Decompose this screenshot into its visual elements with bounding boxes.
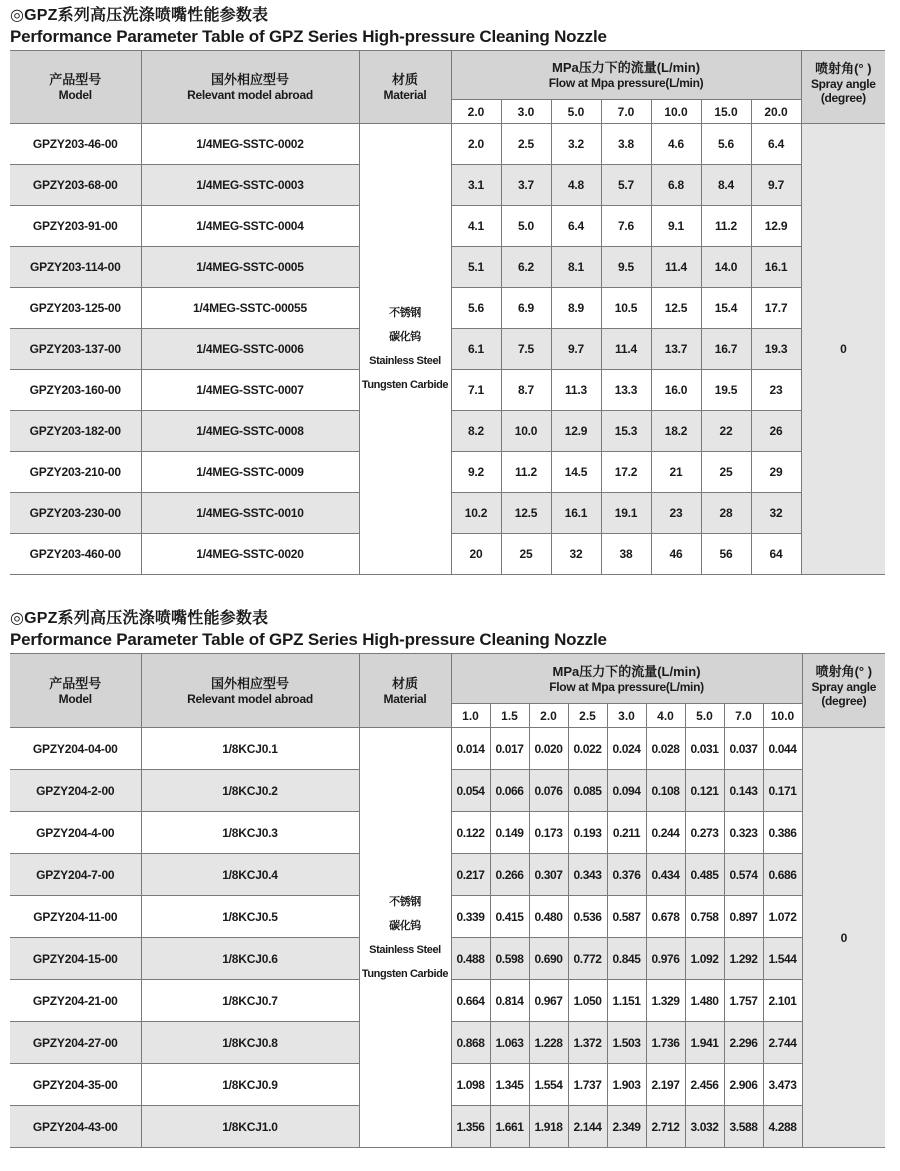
pressure-header: 10.0 [763,704,802,728]
flow-value-cell: 0.273 [685,812,724,854]
flow-value-cell: 0.587 [607,896,646,938]
flow-value-cell: 1.356 [451,1106,490,1148]
flow-value-cell: 7.5 [501,329,551,370]
flow-value-cell: 16.1 [551,493,601,534]
flow-value-cell: 2.349 [607,1106,646,1148]
header-model: 产品型号 Model [10,654,141,728]
flow-value-cell: 26 [751,411,801,452]
flow-value-cell: 3.7 [501,165,551,206]
flow-value-cell: 0.085 [568,770,607,812]
flow-value-cell: 19.5 [701,370,751,411]
flow-value-cell: 15.3 [601,411,651,452]
header-flow: MPa压力下的流量(L/min) Flow at Mpa pressure(L/min) [451,51,801,100]
pressure-header: 1.5 [490,704,529,728]
relevant-model-cell: 1/8KCJ0.8 [141,1022,359,1064]
flow-value-cell: 11.4 [601,329,651,370]
flow-value-cell: 20 [451,534,501,575]
flow-value-cell: 3.473 [763,1064,802,1106]
table-row [10,728,885,770]
flow-value-cell: 23 [651,493,701,534]
flow-value-cell: 3.8 [601,124,651,165]
flow-value-cell: 5.6 [701,124,751,165]
flow-value-cell: 15.4 [701,288,751,329]
flow-value-cell: 0.307 [529,854,568,896]
material-cell [359,728,451,1148]
flow-value-cell: 2.197 [646,1064,685,1106]
relevant-model-cell: 1/4MEG-SSTC-0002 [141,124,359,165]
flow-value-cell: 17.2 [601,452,651,493]
flow-value-cell: 0.758 [685,896,724,938]
relevant-model-cell: 1/8KCJ0.1 [141,728,359,770]
flow-value-cell: 0.488 [451,938,490,980]
flow-value-cell: 0.244 [646,812,685,854]
model-cell: GPZY203-114-00 [10,247,141,288]
flow-value-cell: 9.2 [451,452,501,493]
flow-value-cell: 0.094 [607,770,646,812]
flow-value-cell: 0.044 [763,728,802,770]
flow-value-cell: 14.0 [701,247,751,288]
flow-value-cell: 5.0 [501,206,551,247]
header-relevant-model: 国外相应型号 Relevant model abroad [141,51,359,124]
flow-value-cell: 1.903 [607,1064,646,1106]
flow-value-cell: 4.288 [763,1106,802,1148]
flow-value-cell: 0.173 [529,812,568,854]
flow-value-cell: 0.814 [490,980,529,1022]
material-line: Tungsten Carbide [361,379,449,391]
flow-value-cell: 1.503 [607,1022,646,1064]
table-row [10,124,885,165]
flow-value-cell: 6.4 [551,206,601,247]
relevant-model-cell: 1/4MEG-SSTC-0010 [141,493,359,534]
flow-value-cell: 0.485 [685,854,724,896]
flow-value-cell: 8.9 [551,288,601,329]
flow-value-cell: 10.5 [601,288,651,329]
model-cell: GPZY204-21-00 [10,980,141,1022]
flow-value-cell: 1.661 [490,1106,529,1148]
relevant-model-cell: 1/8KCJ0.6 [141,938,359,980]
model-cell: GPZY204-7-00 [10,854,141,896]
flow-value-cell: 1.737 [568,1064,607,1106]
model-cell: GPZY203-137-00 [10,329,141,370]
header-spray-angle: 喷射角(° ) Spray angle (degree) [801,51,885,124]
flow-value-cell: 11.4 [651,247,701,288]
flow-value-cell: 0.574 [724,854,763,896]
flow-value-cell: 13.7 [651,329,701,370]
flow-value-cell: 6.9 [501,288,551,329]
flow-value-cell: 0.171 [763,770,802,812]
flow-value-cell: 0.054 [451,770,490,812]
flow-value-cell: 1.092 [685,938,724,980]
flow-value-cell: 12.5 [651,288,701,329]
flow-value-cell: 1.098 [451,1064,490,1106]
flow-value-cell: 7.1 [451,370,501,411]
flow-value-cell: 16.1 [751,247,801,288]
flow-value-cell: 1.480 [685,980,724,1022]
header-spray-angle: 喷射角(° ) Spray angle (degree) [802,654,885,728]
flow-value-cell: 0.664 [451,980,490,1022]
model-cell: GPZY204-4-00 [10,812,141,854]
material-cell [359,124,451,575]
relevant-model-cell: 1/4MEG-SSTC-0006 [141,329,359,370]
flow-value-cell: 5.1 [451,247,501,288]
model-cell: GPZY203-68-00 [10,165,141,206]
flow-value-cell: 2.144 [568,1106,607,1148]
relevant-model-cell: 1/8KCJ0.4 [141,854,359,896]
flow-value-cell: 3.1 [451,165,501,206]
flow-value-cell: 4.6 [651,124,701,165]
model-cell: GPZY204-15-00 [10,938,141,980]
flow-value-cell: 3.588 [724,1106,763,1148]
pressure-header: 5.0 [551,100,601,124]
relevant-model-cell: 1/8KCJ0.9 [141,1064,359,1106]
flow-value-cell: 2.296 [724,1022,763,1064]
flow-value-cell: 29 [751,452,801,493]
table-title-en: Performance Parameter Table of GPZ Series High-pressure Cleaning Nozzle [10,27,607,46]
flow-value-cell: 14.5 [551,452,601,493]
flow-value-cell: 2.712 [646,1106,685,1148]
model-cell: GPZY203-230-00 [10,493,141,534]
model-cell: GPZY203-125-00 [10,288,141,329]
pressure-header: 2.0 [529,704,568,728]
performance-table [10,653,885,1148]
flow-value-cell: 0.415 [490,896,529,938]
flow-value-cell: 64 [751,534,801,575]
relevant-model-cell: 1/8KCJ0.5 [141,896,359,938]
flow-value-cell: 0.266 [490,854,529,896]
nozzle-table-block-1 [10,6,885,575]
flow-value-cell: 1.372 [568,1022,607,1064]
pressure-header: 5.0 [685,704,724,728]
relevant-model-cell: 1/4MEG-SSTC-0004 [141,206,359,247]
flow-value-cell: 3.2 [551,124,601,165]
material-line: 碳化钨 [389,919,421,932]
flow-value-cell: 8.2 [451,411,501,452]
flow-value-cell: 25 [701,452,751,493]
flow-value-cell: 0.217 [451,854,490,896]
header-material: 材质 Material [359,51,451,124]
header-relevant-model: 国外相应型号 Relevant model abroad [141,654,359,728]
flow-value-cell: 0.845 [607,938,646,980]
flow-value-cell: 0.121 [685,770,724,812]
relevant-model-cell: 1/8KCJ0.3 [141,812,359,854]
flow-value-cell: 0.149 [490,812,529,854]
flow-value-cell: 0.967 [529,980,568,1022]
model-cell: GPZY203-160-00 [10,370,141,411]
material-line: Tungsten Carbide [361,967,449,980]
material-line: Stainless Steel [369,355,441,367]
flow-value-cell: 11.2 [701,206,751,247]
flow-value-cell: 25 [501,534,551,575]
flow-value-cell: 0.024 [607,728,646,770]
flow-value-cell: 12.9 [751,206,801,247]
flow-value-cell: 0.376 [607,854,646,896]
flow-value-cell: 1.050 [568,980,607,1022]
flow-value-cell: 0.480 [529,896,568,938]
relevant-model-cell: 1/4MEG-SSTC-0009 [141,452,359,493]
nozzle-table-block-2 [10,609,885,1148]
header-material: 材质 Material [359,654,451,728]
flow-value-cell: 1.329 [646,980,685,1022]
flow-value-cell: 0.122 [451,812,490,854]
header-flow: MPa压力下的流量(L/min) Flow at Mpa pressure(L/min) [451,654,802,704]
flow-value-cell: 0.386 [763,812,802,854]
flow-value-cell: 2.5 [501,124,551,165]
flow-value-cell: 0.022 [568,728,607,770]
flow-value-cell: 17.7 [751,288,801,329]
model-cell: GPZY203-91-00 [10,206,141,247]
material-line: 不锈钢 [389,895,421,908]
flow-value-cell: 1.941 [685,1022,724,1064]
material-line: Stainless Steel [369,943,441,956]
pressure-header: 2.0 [451,100,501,124]
pressure-header: 3.0 [607,704,646,728]
relevant-model-cell: 1/8KCJ0.7 [141,980,359,1022]
flow-value-cell: 1.345 [490,1064,529,1106]
model-cell: GPZY203-460-00 [10,534,141,575]
flow-value-cell: 1.063 [490,1022,529,1064]
model-cell: GPZY204-11-00 [10,896,141,938]
flow-value-cell: 0.772 [568,938,607,980]
spray-angle-cell: 0 [802,728,885,1148]
flow-value-cell: 2.744 [763,1022,802,1064]
flow-value-cell: 6.1 [451,329,501,370]
flow-value-cell: 32 [551,534,601,575]
model-cell: GPZY203-210-00 [10,452,141,493]
flow-value-cell: 8.7 [501,370,551,411]
relevant-model-cell: 1/4MEG-SSTC-0007 [141,370,359,411]
pressure-header: 1.0 [451,704,490,728]
model-cell: GPZY204-2-00 [10,770,141,812]
flow-value-cell: 0.076 [529,770,568,812]
relevant-model-cell: 1/4MEG-SSTC-00055 [141,288,359,329]
model-cell: GPZY203-46-00 [10,124,141,165]
flow-value-cell: 0.323 [724,812,763,854]
flow-value-cell: 0.434 [646,854,685,896]
flow-value-cell: 0.028 [646,728,685,770]
flow-value-cell: 4.1 [451,206,501,247]
flow-value-cell: 9.1 [651,206,701,247]
pressure-header: 15.0 [701,100,751,124]
flow-value-cell: 3.032 [685,1106,724,1148]
flow-value-cell: 7.6 [601,206,651,247]
flow-value-cell: 56 [701,534,751,575]
table-title-cn: ◎GPZ系列高压洗涤喷嘴性能参数表 [10,7,269,24]
flow-value-cell: 5.6 [451,288,501,329]
flow-value-cell: 0.897 [724,896,763,938]
flow-value-cell: 1.072 [763,896,802,938]
flow-value-cell: 19.1 [601,493,651,534]
flow-value-cell: 0.343 [568,854,607,896]
material-line: 碳化钨 [389,331,421,343]
relevant-model-cell: 1/4MEG-SSTC-0005 [141,247,359,288]
model-cell: GPZY204-04-00 [10,728,141,770]
model-cell: GPZY204-43-00 [10,1106,141,1148]
pressure-header: 10.0 [651,100,701,124]
flow-value-cell: 28 [701,493,751,534]
flow-value-cell: 9.5 [601,247,651,288]
flow-value-cell: 0.014 [451,728,490,770]
relevant-model-cell: 1/8KCJ1.0 [141,1106,359,1148]
flow-value-cell: 0.066 [490,770,529,812]
flow-value-cell: 0.017 [490,728,529,770]
relevant-model-cell: 1/4MEG-SSTC-0020 [141,534,359,575]
flow-value-cell: 38 [601,534,651,575]
flow-value-cell: 0.193 [568,812,607,854]
flow-value-cell: 0.598 [490,938,529,980]
flow-value-cell: 8.1 [551,247,601,288]
table-body [10,124,885,575]
pressure-header: 2.5 [568,704,607,728]
relevant-model-cell: 1/8KCJ0.2 [141,770,359,812]
flow-value-cell: 16.7 [701,329,751,370]
relevant-model-cell: 1/4MEG-SSTC-0008 [141,411,359,452]
table-body [10,728,885,1148]
flow-value-cell: 2.456 [685,1064,724,1106]
pressure-header: 7.0 [724,704,763,728]
flow-value-cell: 0.020 [529,728,568,770]
flow-value-cell: 2.0 [451,124,501,165]
flow-value-cell: 6.4 [751,124,801,165]
flow-value-cell: 13.3 [601,370,651,411]
flow-value-cell: 1.736 [646,1022,685,1064]
flow-value-cell: 0.037 [724,728,763,770]
flow-value-cell: 1.151 [607,980,646,1022]
flow-value-cell: 11.2 [501,452,551,493]
material-line: 不锈钢 [389,307,421,319]
pressure-header: 4.0 [646,704,685,728]
flow-value-cell: 0.108 [646,770,685,812]
pressure-header: 20.0 [751,100,801,124]
flow-value-cell: 2.906 [724,1064,763,1106]
flow-value-cell: 18.2 [651,411,701,452]
flow-value-cell: 1.292 [724,938,763,980]
flow-value-cell: 0.686 [763,854,802,896]
flow-value-cell: 11.3 [551,370,601,411]
flow-value-cell: 0.678 [646,896,685,938]
model-cell: GPZY204-35-00 [10,1064,141,1106]
flow-value-cell: 32 [751,493,801,534]
table-title-en: Performance Parameter Table of GPZ Series High-pressure Cleaning Nozzle [10,630,607,649]
flow-value-cell: 0.339 [451,896,490,938]
flow-value-cell: 1.918 [529,1106,568,1148]
pressure-header: 7.0 [601,100,651,124]
relevant-model-cell: 1/4MEG-SSTC-0003 [141,165,359,206]
header-model: 产品型号 Model [10,51,141,124]
flow-value-cell: 0.536 [568,896,607,938]
flow-value-cell: 1.544 [763,938,802,980]
flow-value-cell: 0.143 [724,770,763,812]
flow-value-cell: 10.2 [451,493,501,534]
flow-value-cell: 8.4 [701,165,751,206]
flow-value-cell: 5.7 [601,165,651,206]
flow-value-cell: 0.976 [646,938,685,980]
flow-value-cell: 23 [751,370,801,411]
pressure-header: 3.0 [501,100,551,124]
table-title-cn: ◎GPZ系列高压洗涤喷嘴性能参数表 [10,610,269,627]
model-cell: GPZY203-182-00 [10,411,141,452]
flow-value-cell: 19.3 [751,329,801,370]
spray-angle-cell: 0 [801,124,885,575]
flow-value-cell: 0.690 [529,938,568,980]
flow-value-cell: 16.0 [651,370,701,411]
flow-value-cell: 6.8 [651,165,701,206]
flow-value-cell: 12.5 [501,493,551,534]
flow-value-cell: 9.7 [551,329,601,370]
flow-value-cell: 21 [651,452,701,493]
flow-value-cell: 46 [651,534,701,575]
flow-value-cell: 1.554 [529,1064,568,1106]
flow-value-cell: 9.7 [751,165,801,206]
flow-value-cell: 6.2 [501,247,551,288]
flow-value-cell: 12.9 [551,411,601,452]
flow-value-cell: 0.868 [451,1022,490,1064]
performance-table [10,50,885,575]
flow-value-cell: 0.031 [685,728,724,770]
flow-value-cell: 22 [701,411,751,452]
model-cell: GPZY204-27-00 [10,1022,141,1064]
flow-value-cell: 4.8 [551,165,601,206]
flow-value-cell: 2.101 [763,980,802,1022]
flow-value-cell: 0.211 [607,812,646,854]
flow-value-cell: 1.757 [724,980,763,1022]
flow-value-cell: 10.0 [501,411,551,452]
flow-value-cell: 1.228 [529,1022,568,1064]
